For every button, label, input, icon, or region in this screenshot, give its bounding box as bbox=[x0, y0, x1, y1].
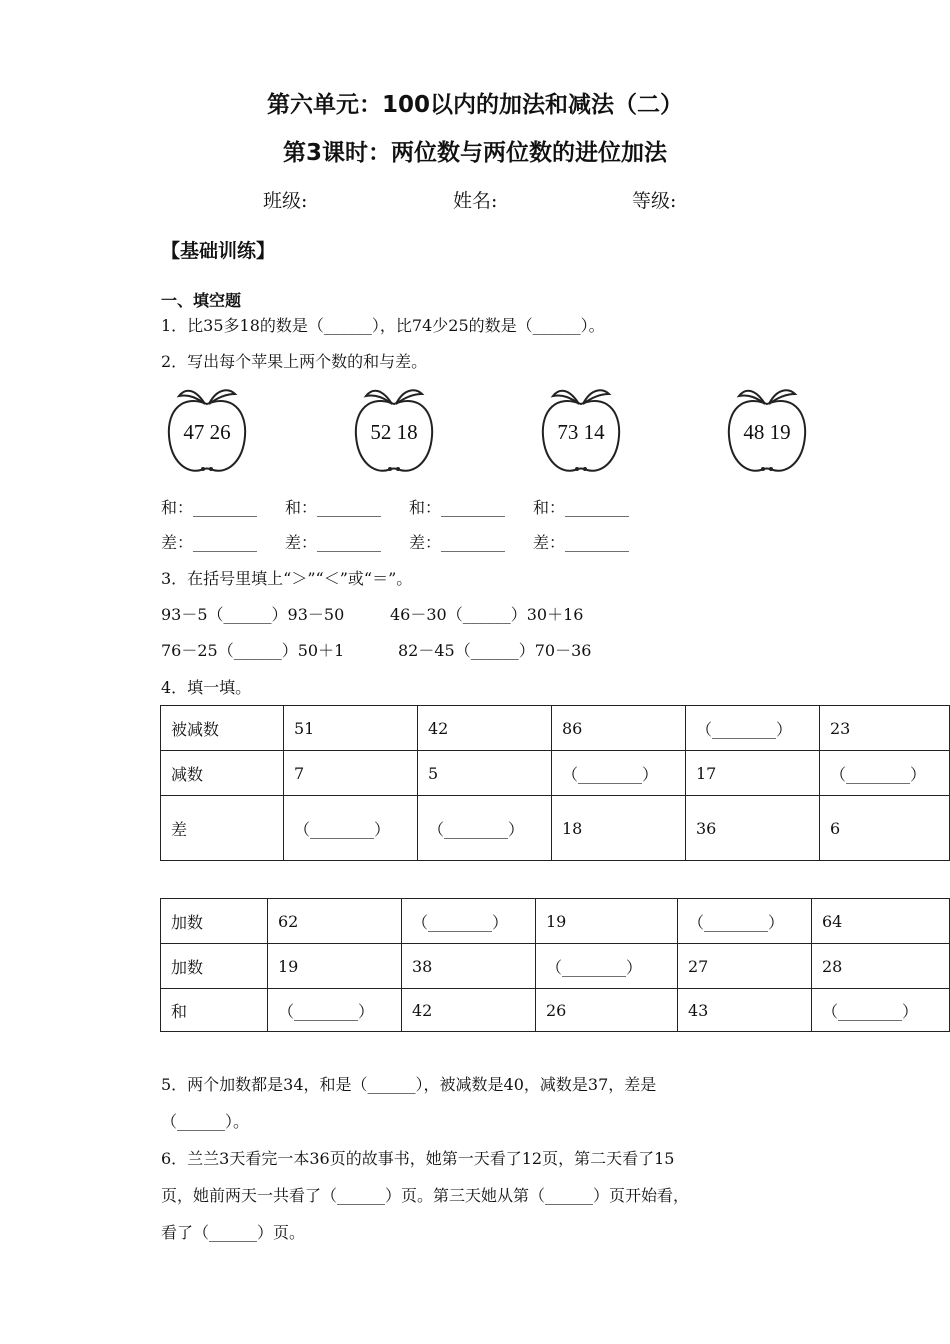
compare-item-4[interactable]: 82－45（______）70－36 bbox=[398, 641, 592, 660]
answer-cell[interactable]: （________） bbox=[418, 796, 552, 861]
table-cell: 28 bbox=[812, 944, 950, 989]
table-cell: 42 bbox=[402, 989, 536, 1032]
apple-1 bbox=[165, 382, 249, 478]
table-cell: 27 bbox=[678, 944, 812, 989]
table-cell: 23 bbox=[820, 706, 950, 751]
table-cell: 43 bbox=[678, 989, 812, 1032]
apple-numbers: 52 18 bbox=[370, 420, 418, 444]
answer-cell[interactable]: （________） bbox=[552, 751, 686, 796]
answer-cell[interactable]: （________） bbox=[536, 944, 678, 989]
table-cell: 19 bbox=[536, 899, 678, 944]
question-6-line-2: 页，她前两天一共看了（______）页。第三天她从第（______）页开始看， bbox=[161, 1186, 690, 1205]
table-row bbox=[161, 944, 950, 989]
compare-item-2[interactable]: 46－30（______）30＋16 bbox=[390, 605, 584, 624]
answer-cell[interactable]: （________） bbox=[402, 899, 536, 944]
question-1: 1．比35多18的数是（______），比74少25的数是（______）。 bbox=[161, 316, 605, 335]
table-cell: 17 bbox=[686, 751, 820, 796]
table-cell: 5 bbox=[418, 751, 552, 796]
question-6-line-3: 看了（______）页。 bbox=[161, 1223, 306, 1242]
table-cell: 差 bbox=[161, 796, 284, 861]
table-row bbox=[161, 899, 950, 944]
answer-cell[interactable]: （________） bbox=[284, 796, 418, 861]
apple-4 bbox=[725, 382, 809, 478]
apple-2 bbox=[352, 382, 436, 478]
apple-1-sum[interactable]: 和：________ bbox=[161, 498, 258, 517]
apple-3 bbox=[539, 382, 623, 478]
apple-numbers: 47 26 bbox=[183, 420, 231, 444]
table-cell: 加数 bbox=[161, 944, 268, 989]
table-cell: 86 bbox=[552, 706, 686, 751]
answer-cell[interactable]: （________） bbox=[812, 989, 950, 1032]
apple-4-diff[interactable]: 差：________ bbox=[533, 533, 630, 552]
table-cell: 加数 bbox=[161, 899, 268, 944]
table-cell: 7 bbox=[284, 751, 418, 796]
question-4: 4．填一填。 bbox=[161, 678, 252, 697]
table-cell: 42 bbox=[418, 706, 552, 751]
table-row bbox=[161, 706, 950, 751]
table-cell: 64 bbox=[812, 899, 950, 944]
question-5-line-2: （______）。 bbox=[161, 1112, 250, 1131]
table-cell: 62 bbox=[268, 899, 402, 944]
subtraction-table bbox=[160, 705, 950, 861]
class-label: 班级: bbox=[263, 190, 308, 212]
question-5-line-1: 5．两个加数都是34，和是（______），被减数是40，减数是37，差是 bbox=[161, 1075, 657, 1094]
apple-3-sum[interactable]: 和：________ bbox=[409, 498, 506, 517]
apple-2-diff[interactable]: 差：________ bbox=[285, 533, 382, 552]
name-label: 姓名: bbox=[453, 190, 498, 212]
apple-4-sum[interactable]: 和：________ bbox=[533, 498, 630, 517]
table-cell: 36 bbox=[686, 796, 820, 861]
table-cell: 18 bbox=[552, 796, 686, 861]
section-heading: 【基础训练】 bbox=[161, 240, 276, 262]
apple-3-diff[interactable]: 差：________ bbox=[409, 533, 506, 552]
question-2: 2．写出每个苹果上两个数的和与差。 bbox=[161, 352, 428, 371]
answer-cell[interactable]: （________） bbox=[686, 706, 820, 751]
table-cell: 26 bbox=[536, 989, 678, 1032]
apple-numbers: 48 19 bbox=[743, 420, 791, 444]
compare-item-3[interactable]: 76－25（______）50＋1 bbox=[161, 641, 345, 660]
compare-item-1[interactable]: 93－5（______）93－50 bbox=[161, 605, 345, 624]
table-cell: 减数 bbox=[161, 751, 284, 796]
table-cell: 38 bbox=[402, 944, 536, 989]
apple-2-sum[interactable]: 和：________ bbox=[285, 498, 382, 517]
grade-label: 等级: bbox=[632, 190, 677, 212]
table-row bbox=[161, 796, 950, 861]
table-cell: 被减数 bbox=[161, 706, 284, 751]
page-title: 第六单元：100以内的加法和减法（二） bbox=[266, 92, 683, 118]
answer-cell[interactable]: （________） bbox=[268, 989, 402, 1032]
part-heading: 一、填空题 bbox=[161, 291, 242, 310]
addition-table bbox=[160, 898, 950, 1032]
table-cell: 19 bbox=[268, 944, 402, 989]
answer-cell[interactable]: （________） bbox=[678, 899, 812, 944]
question-3: 3．在括号里填上“＞”“＜”或“＝”。 bbox=[161, 569, 413, 588]
apple-numbers: 73 14 bbox=[557, 420, 605, 444]
page-subtitle: 第3课时：两位数与两位数的进位加法 bbox=[282, 140, 667, 166]
table-cell: 和 bbox=[161, 989, 268, 1032]
table-row bbox=[161, 989, 950, 1032]
answer-cell[interactable]: （________） bbox=[820, 751, 950, 796]
apple-1-diff[interactable]: 差：________ bbox=[161, 533, 258, 552]
table-cell: 51 bbox=[284, 706, 418, 751]
question-6-line-1: 6．兰兰3天看完一本36页的故事书，她第一天看了12页，第二天看了15 bbox=[161, 1149, 675, 1168]
table-cell: 6 bbox=[820, 796, 950, 861]
table-row bbox=[161, 751, 950, 796]
